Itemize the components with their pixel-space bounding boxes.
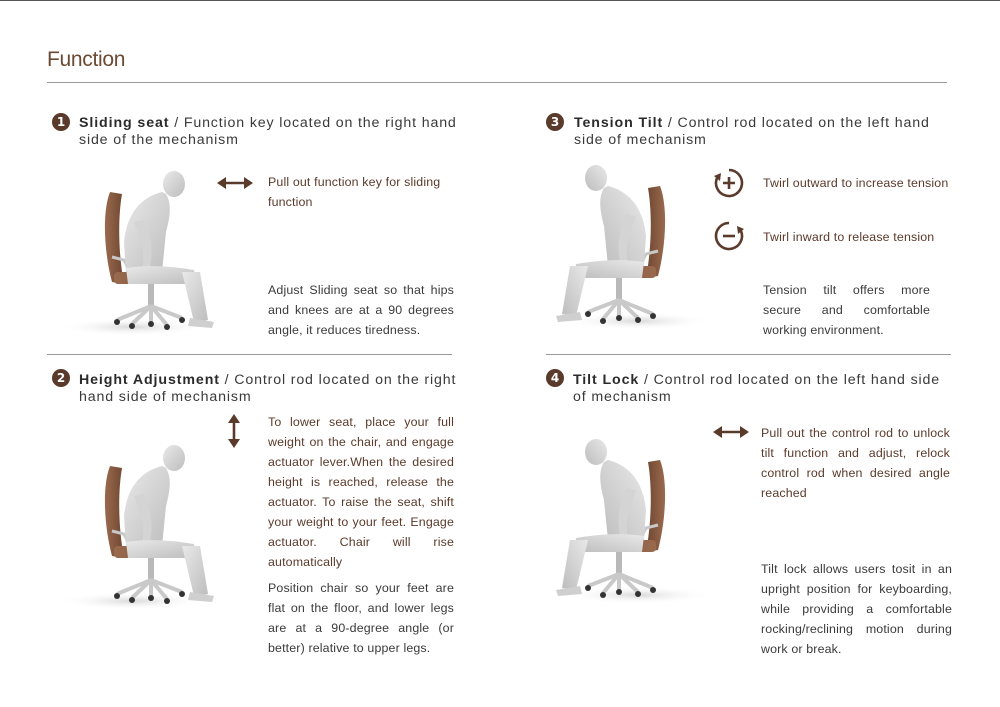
section-1-subtitle: / Function key located on the right hand side of the mechanism <box>79 115 457 148</box>
section-3-heading <box>574 115 954 148</box>
section-3-instruction-release: Twirl inward to release tension <box>763 230 935 244</box>
section-1-heading <box>79 115 459 148</box>
section-1-figure <box>62 166 222 338</box>
section-4-instruction: Pull out the control rod to unlock tilt function and adjust, relock control rod when desired angle reached <box>761 426 950 500</box>
section-1-divider <box>47 354 452 355</box>
section-3-description: Tension tilt offers more secure and comfortable working environment. <box>763 283 930 337</box>
section-2-figure <box>62 440 222 612</box>
section-1-title: Sliding seat <box>79 115 170 131</box>
section-3-figure <box>548 160 708 332</box>
section-3-instruction-increase: Twirl outward to increase tension <box>763 176 949 190</box>
section-3-number: 3 <box>546 113 564 131</box>
section-2-number: 2 <box>52 369 70 387</box>
plus-rotate-icon <box>713 167 745 199</box>
page-title: Function <box>47 48 126 71</box>
section-2-heading <box>79 372 459 405</box>
section-3-subtitle: / Control rod located on the left hand side of mechanism <box>574 115 930 148</box>
section-2-title: Height Adjustment <box>79 372 220 388</box>
section-4-number: 4 <box>546 369 564 387</box>
title-divider <box>47 82 947 83</box>
section-4-title: Tilt Lock <box>573 372 640 388</box>
section-3-divider <box>546 354 951 355</box>
double-arrow-vertical-icon <box>226 414 242 448</box>
section-4-subtitle: / Control rod located on the left hand side of mechanism <box>573 372 941 405</box>
double-arrow-horizontal-icon <box>217 175 253 191</box>
section-2-subtitle: / Control rod located on the right hand side of mechanism <box>79 372 457 405</box>
top-border <box>0 0 1000 1</box>
section-2-description: Position chair so your feet are flat on the floor, and lower legs are at a 90-degree angle (or better) relative to upper legs. <box>268 581 454 655</box>
section-3-title: Tension Tilt <box>574 115 664 131</box>
section-4-description: Tilt lock allows users tosit in an upright position for keyboarding, while providing a comfortable rocking/reclining motion during work or break. <box>761 562 952 656</box>
section-4-heading <box>573 372 953 405</box>
section-1-description: Adjust Sliding seat so that hips and knees are at a 90 degrees angle, it reduces tiredness. <box>268 283 454 337</box>
double-arrow-horizontal-icon <box>713 424 749 440</box>
minus-rotate-icon <box>713 220 745 252</box>
section-2-instruction: To lower seat, place your full weight on the chair, and engage actuator lever.When the desired height is reached, release the actuator. To raise the seat, shift your weight to your feet. Engage actuator. Chair will rise automatically <box>268 415 454 569</box>
section-4-figure <box>548 430 708 610</box>
section-1-instruction: Pull out function key for sliding function <box>268 175 441 209</box>
section-1-number: 1 <box>52 113 70 131</box>
